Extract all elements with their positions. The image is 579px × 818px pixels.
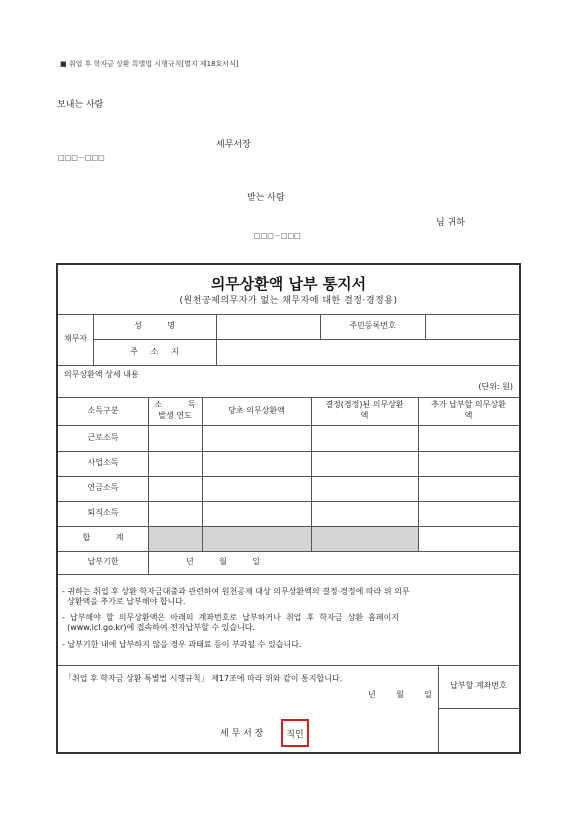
legal-text: 「취업 후 학자금 상환 특별법 시행규칙」 제17조에 따라 위와 같이 통지합니다.	[64, 674, 343, 683]
form-title: 의무상환액 납부 통지서	[210, 275, 367, 293]
due-date: 년 월 일	[185, 557, 261, 567]
receiver-postcode: □□□－□□□	[254, 232, 301, 240]
official-seal-stamp: 직인	[281, 719, 309, 747]
col-income-year: 소 득 발생 연도	[154, 400, 196, 420]
note-1: - 귀하는 취업 후 상환 학자금대출과 관련하여 원천공제 대상 의무상환액의 결정·경정에 따라 위 의무 상환액을 추가로 납부해야 합니다.	[62, 587, 410, 607]
notice-date: 년 월 일	[368, 690, 432, 699]
form-subtitle: (원천공제의무자가 없는 채무자에 대한 결정·경정용)	[179, 296, 398, 306]
sender-postcode: □□□－□□□	[58, 154, 105, 162]
receiver-honorific: 님 귀하	[436, 218, 465, 228]
note-3: - 납부기한 내에 납부하지 않을 경우 과태료 등이 부과될 수 있습니다.	[62, 640, 302, 649]
row-label-retirement: 퇴직소득	[87, 508, 119, 518]
row-label-total: 합 계	[82, 533, 124, 543]
col-initial-amount: 당초 의무상환액	[228, 405, 285, 415]
debtor-label: 채무자	[63, 334, 88, 344]
detail-heading: 의무상환액 상세 내용	[64, 370, 139, 379]
row-label-employment: 근로소득	[87, 432, 119, 442]
notice-form	[56, 263, 521, 754]
row-label-business: 사업소득	[87, 458, 119, 468]
tax-office-name: 세무서장	[216, 140, 251, 150]
col-additional-amount: 추가 납부할 의무상환 액	[431, 400, 506, 420]
address-label: 주 소 지	[130, 346, 179, 356]
account-label: 납부할 계좌번호	[450, 681, 507, 691]
due-label: 납부기한	[87, 557, 119, 567]
col-determined-amount: 결정(경정)된 의무상환 액	[325, 400, 404, 420]
form-reference: ■ 취업 후 학자금 상환 특별법 시행규칙[별지 제18호서식]	[60, 60, 239, 68]
signer: 세 무 서 장	[220, 729, 264, 739]
receiver-label: 받는 사람	[247, 193, 285, 203]
note-2: - 납부해야 할 의무상환액은 아래의 계좌번호로 납부하거나 취업 후 학자금 상환 홈페이지 (www.icl.go.kr)에 접속하여 전자납부할 수 있습니다.	[62, 613, 400, 633]
unit-label: (단위: 원)	[478, 382, 513, 391]
name-label: 성 명	[134, 321, 175, 331]
col-income-type: 소득구분	[87, 405, 119, 415]
rrn-label: 주민등록번호	[349, 321, 396, 331]
sender-label: 보내는 사람	[57, 100, 104, 110]
row-label-pension: 연금소득	[87, 483, 119, 493]
